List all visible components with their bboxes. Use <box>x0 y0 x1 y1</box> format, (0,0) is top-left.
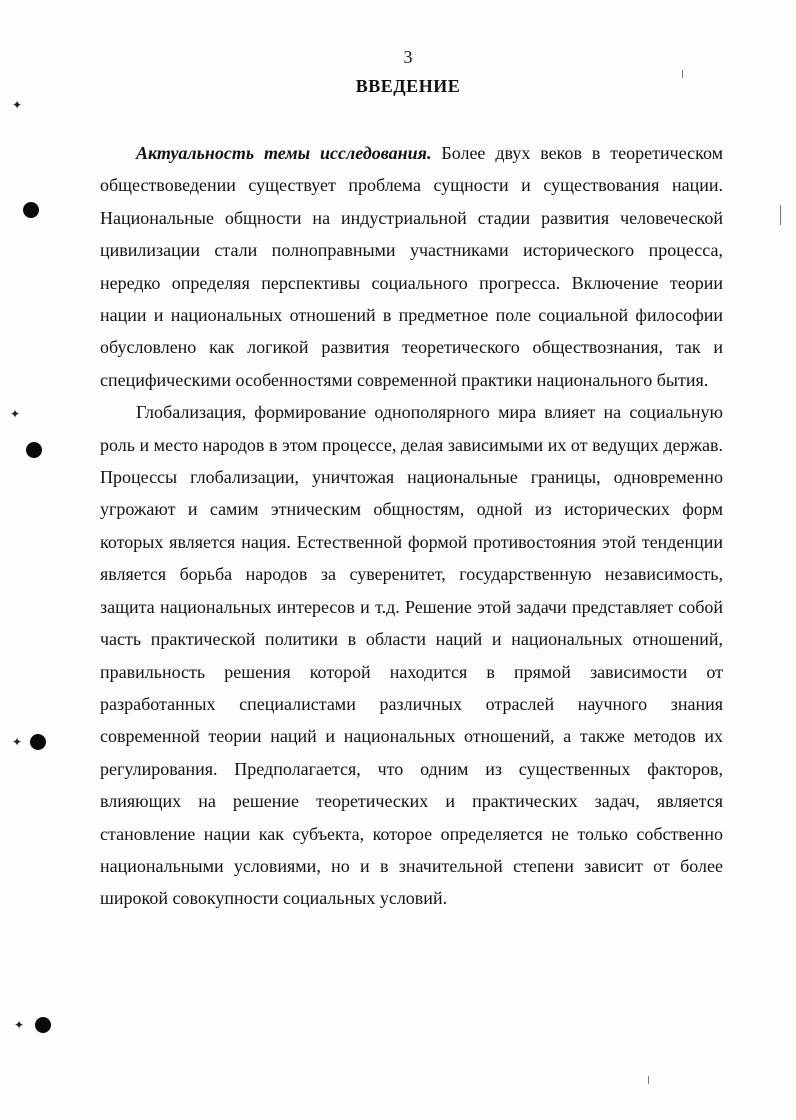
hole-punch-mark <box>30 734 46 750</box>
paragraph-1-text: Более двух веков в теоретическом обществоведении существует проблема сущности и существования нации. Национальные общности на индустриальной стадии развития человеческой цивилизации стали полноправными участниками исторического процесса, нередко определяя перспективы социального прогресса. Включение теории нации и национальных отношений в предметное поле социальной философии обусловлено как логикой развития теоретического обществознания, так и специфическими особенностями современной практики национального бытия. <box>100 143 724 390</box>
paragraph-1 <box>100 137 723 396</box>
page-title: ВВЕДЕНИЕ <box>355 76 461 96</box>
scan-speck <box>682 70 683 78</box>
paragraph-1-lead: Актуальность темы исследования. <box>136 143 432 163</box>
scan-smudge: ✦ <box>12 98 23 112</box>
hole-punch-mark <box>35 1017 51 1033</box>
scan-speck <box>780 205 781 225</box>
page-number: 3 <box>403 47 413 67</box>
scan-speck <box>648 1076 649 1084</box>
paragraph-2: Глобализация, формирование однополярного мира влияет на социальную роль и место народов в этом процессе, делая зависимыми их от ведущих держав. Процессы глобализации, уничтожая национальные границы, одновременно угрожают и самим этническим общностям, одной из исторических форм которых является нация. Естественной формой противостояния этой тенденции является борьба народов за суверенитет, государственную независимость, защита национальных интересов и т.д. Решение этой задачи представляет собой часть практической политики в области наций и национальных отношений, правильность решения которой находится в прямой зависимости от разработанных специалистами различных отраслей научного знания современной теории наций и национальных отношений, а также методов их регулирования. Предполагается, что одним из существенных факторов, влияющих на решение теоретических и практических задач, является становление нации как субъекта, которое определяется не только собственно национальными условиями, но и в значительной степени зависит от более широкой совокупности социальных условий. <box>100 402 723 909</box>
body-text <box>100 137 723 915</box>
scan-smudge: ✦ <box>10 407 21 421</box>
scan-smudge: ✦ <box>14 1018 25 1032</box>
scan-smudge: ✦ <box>12 735 23 749</box>
hole-punch-mark <box>26 442 42 458</box>
hole-punch-mark <box>23 202 39 218</box>
